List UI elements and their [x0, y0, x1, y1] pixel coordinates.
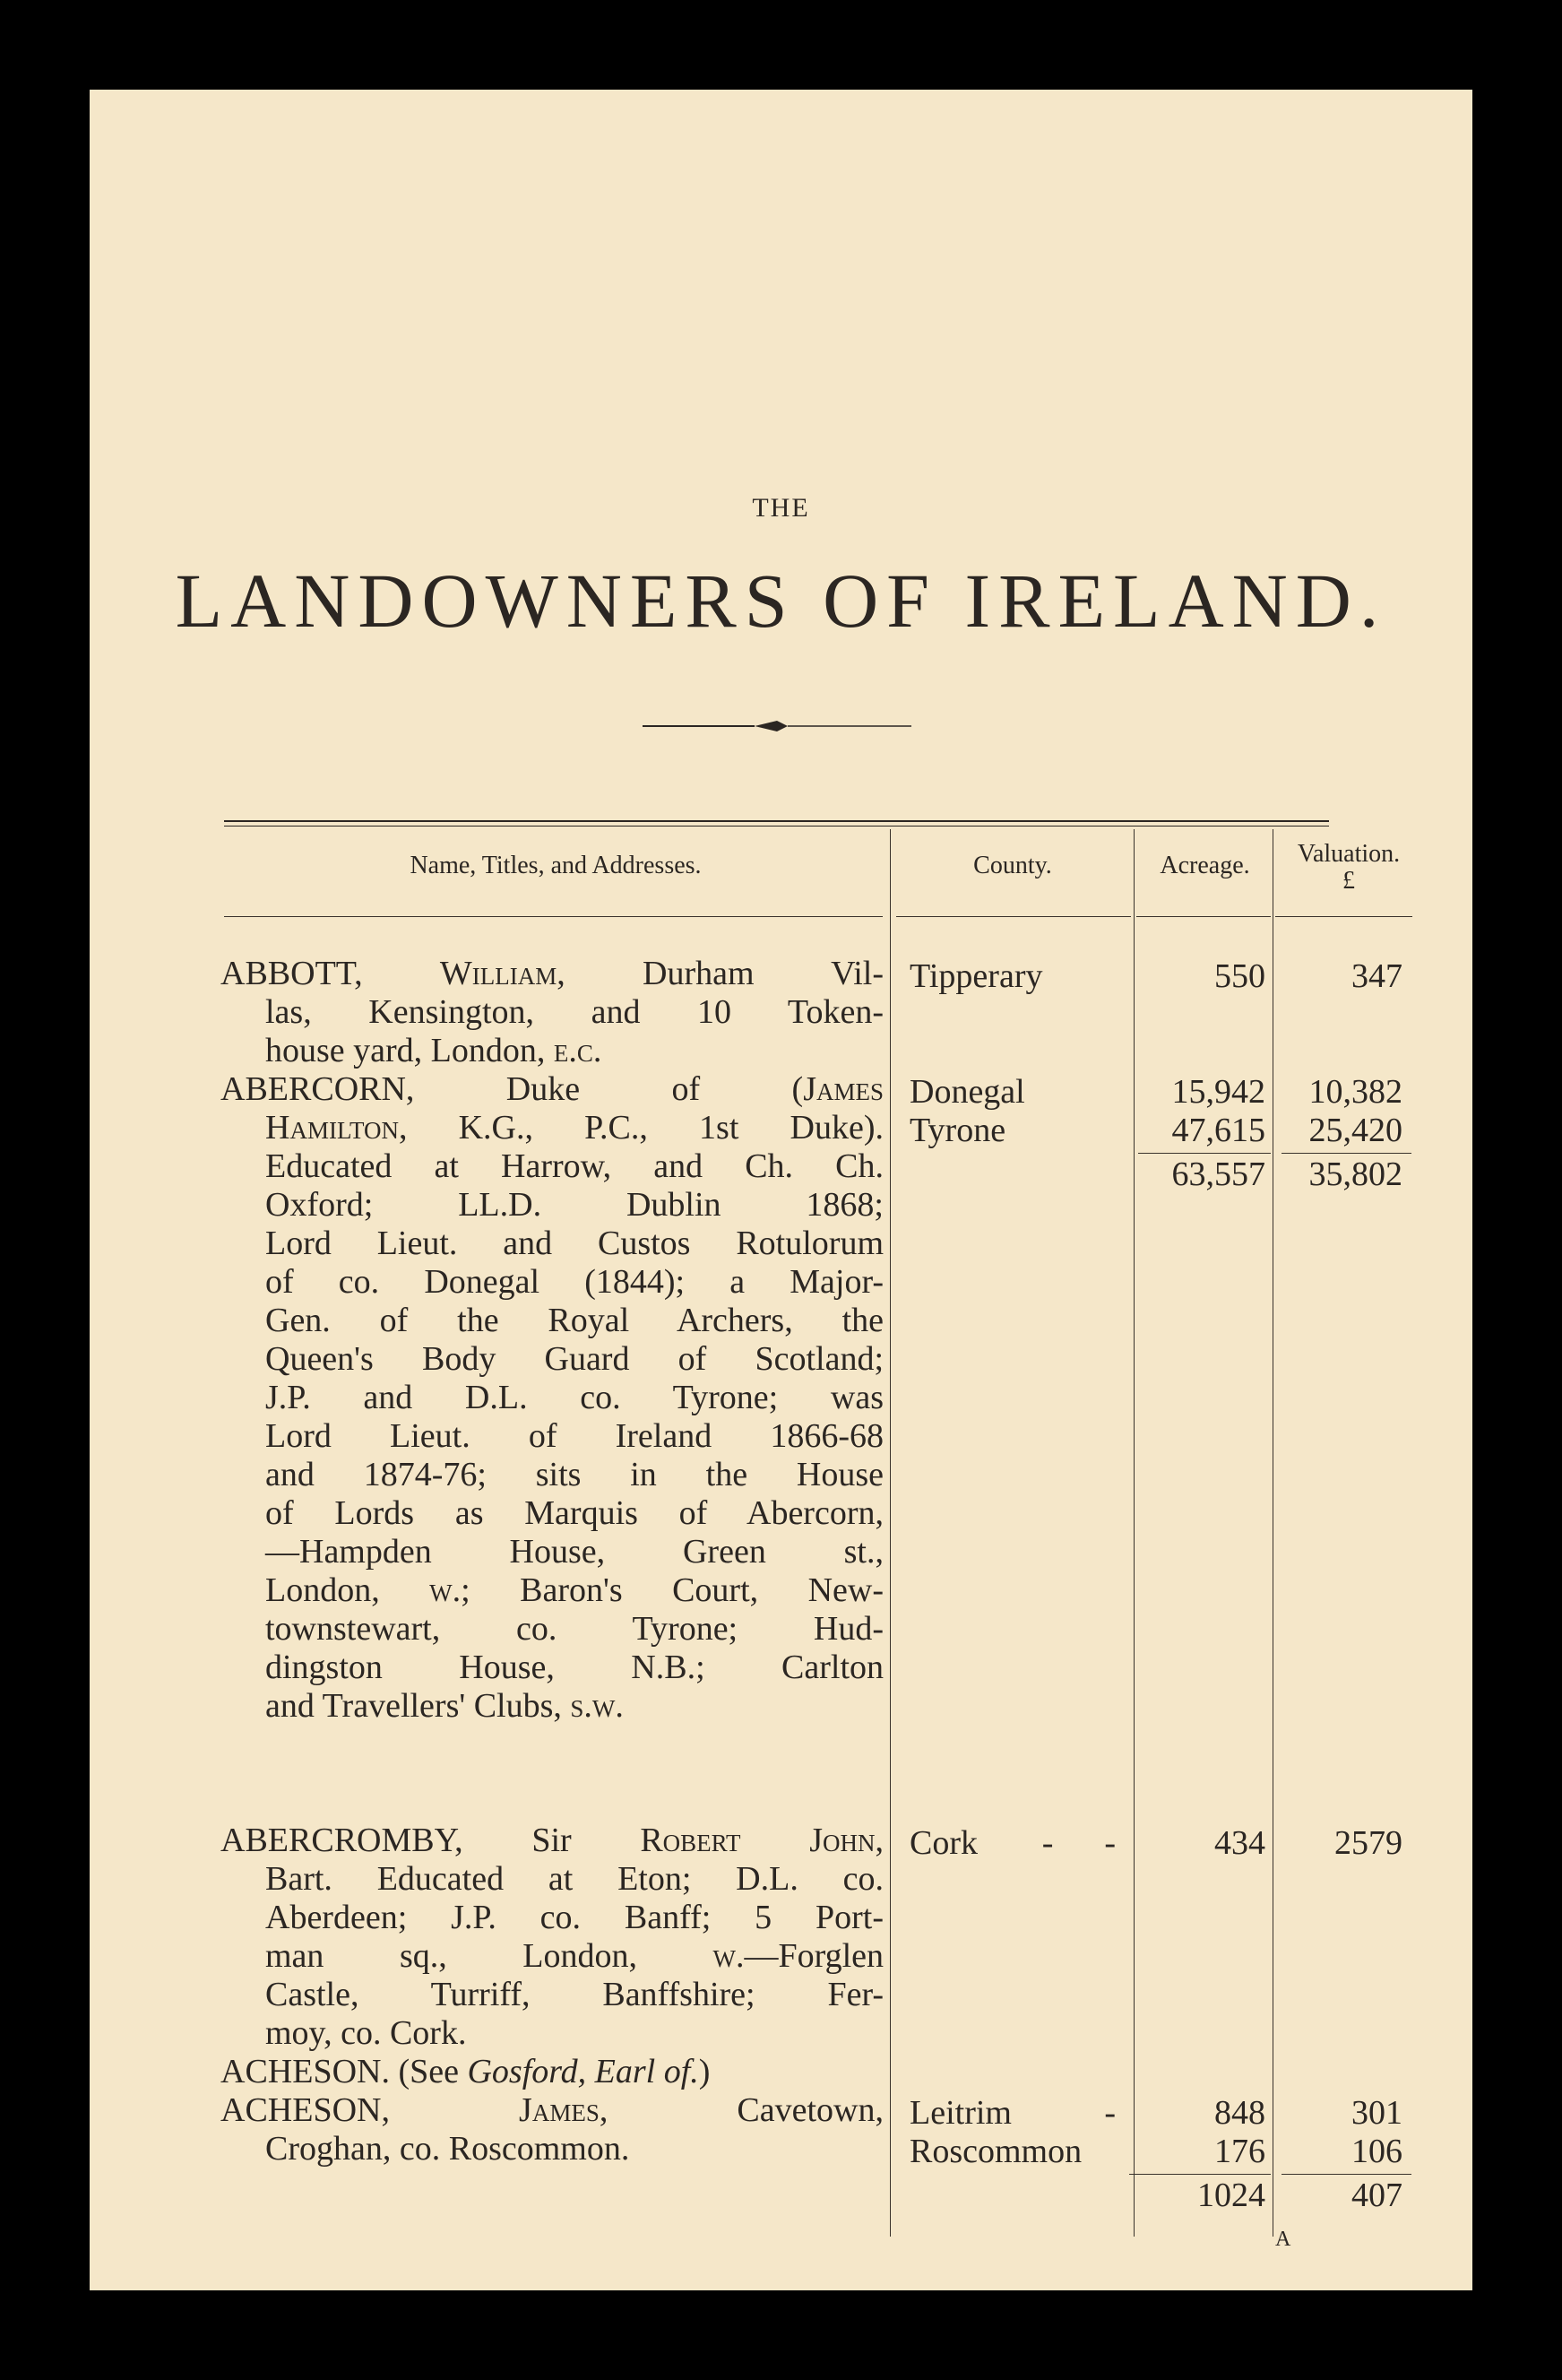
signature-mark: A — [1275, 2228, 1291, 2251]
valuation-cell: 347 — [1351, 957, 1402, 995]
table-top-rule — [224, 820, 1329, 827]
entry-line: and 1874-76; sits in the House — [265, 1456, 884, 1493]
acreage-total: 1024 — [1197, 2177, 1265, 2214]
acreage-cell: 434 — [1214, 1824, 1265, 1862]
county-cell: Donegal — [910, 1073, 1025, 1111]
entry-line: Queen's Body Guard of Scotland; — [265, 1340, 884, 1378]
entry-line: Castle, Turriff, Banffshire; Fer- — [265, 1976, 884, 2013]
entry-line: Gen. of the Royal Archers, the — [265, 1302, 884, 1339]
acreage-cell: 15,942 — [1171, 1073, 1265, 1111]
acreage-cell: 47,615 — [1171, 1112, 1265, 1149]
entry-line: and Travellers' Clubs, s.w. — [265, 1687, 624, 1725]
entry-line: ABBOTT, William, Durham Vil- — [220, 955, 884, 992]
entry-line: Bart. Educated at Eton; D.L. co. — [265, 1860, 884, 1898]
column-header-valuation — [1273, 841, 1425, 895]
column-header-county: County. — [973, 852, 1052, 879]
entry-line: Aberdeen; J.P. co. Banff; 5 Port- — [265, 1899, 884, 1936]
county-cell: Tyrone — [910, 1112, 1006, 1149]
entry-line: Educated at Harrow, and Ch. Ch. — [265, 1147, 884, 1185]
column-header-name: Name, Titles, and Addresses. — [410, 852, 702, 879]
entry-acheson-james — [220, 2091, 884, 2168]
county-name: Cork — [910, 1824, 978, 1862]
valuation-cell: 10,382 — [1308, 1073, 1402, 1111]
entry-line: townstewart, co. Tyrone; Hud- — [265, 1610, 884, 1648]
entry-line: man sq., London, w.—Forglen — [265, 1937, 884, 1975]
entry-acheson-reference — [220, 2053, 884, 2091]
entry-abbott — [220, 955, 884, 1070]
entry-line: J.P. and D.L. co. Tyrone; was — [265, 1379, 884, 1416]
valuation-cell: 2579 — [1334, 1824, 1402, 1862]
column-header-acreage: Acreage. — [1160, 852, 1250, 879]
column-divider-1 — [890, 829, 891, 2237]
county-cell: Tipperary — [910, 957, 1043, 995]
acreage-cell: 848 — [1214, 2094, 1265, 2132]
header-underline-acreage — [1136, 916, 1271, 917]
ornament-rule — [643, 717, 911, 735]
total-rule-valuation — [1282, 1153, 1411, 1154]
heading-the: THE — [752, 493, 810, 523]
valuation-total: 35,802 — [1308, 1155, 1402, 1193]
entry-line: of co. Donegal (1844); a Major- — [265, 1263, 884, 1301]
entry-line: Oxford; LL.D. Dublin 1868; — [265, 1186, 884, 1224]
county-name: Leitrim — [910, 2094, 1012, 2132]
header-underline-valuation — [1275, 916, 1412, 917]
acreage-cell: 550 — [1214, 957, 1265, 995]
page-title: LANDOWNERS OF IRELAND. — [175, 558, 1387, 644]
entry-line: ACHESON. (See Gosford, Earl of.) — [220, 2053, 711, 2090]
valuation-unit: £ — [1342, 867, 1355, 895]
entry-line: dingston House, N.B.; Carlton — [265, 1649, 884, 1686]
entry-line: ABERCROMBY, Sir Robert John, — [220, 1822, 884, 1859]
acreage-cell: 176 — [1214, 2133, 1265, 2170]
entry-abercorn — [220, 1070, 884, 1726]
valuation-cell: 106 — [1351, 2133, 1402, 2170]
header-underline-name — [224, 916, 883, 917]
valuation-cell: 25,420 — [1308, 1112, 1402, 1149]
entry-line: ABERCORN, Duke of (James — [220, 1070, 884, 1108]
county-dashes: - - — [1041, 1824, 1116, 1862]
total-rule-valuation — [1282, 2174, 1411, 2175]
total-rule-acreage — [1138, 1153, 1271, 1154]
entry-line: Hamilton, K.G., P.C., 1st Duke). — [265, 1109, 884, 1147]
valuation-cell: 301 — [1351, 2094, 1402, 2132]
entry-line: ACHESON, James, Cavetown, — [220, 2091, 884, 2129]
total-rule-acreage — [1129, 2174, 1271, 2175]
county-dash: - — [1104, 2094, 1116, 2132]
book-page — [90, 90, 1472, 2290]
header-underline-county — [896, 916, 1131, 917]
entry-line: Lord Lieut. and Custos Rotulorum — [265, 1225, 884, 1262]
entry-line: —Hampden House, Green st., — [265, 1533, 884, 1571]
entry-abercromby — [220, 1822, 884, 2053]
entry-line: of Lords as Marquis of Abercorn, — [265, 1494, 884, 1532]
entry-line: Croghan, co. Roscommon. — [265, 2130, 630, 2168]
valuation-total: 407 — [1351, 2177, 1402, 2214]
entry-line: house yard, London, e.c. — [265, 1032, 602, 1069]
entry-line: London, w.; Baron's Court, New- — [265, 1571, 884, 1609]
valuation-label: Valuation. — [1297, 840, 1401, 868]
county-cell — [910, 2094, 1116, 2133]
county-cell — [910, 1824, 1116, 1863]
county-cell: Roscommon — [910, 2133, 1083, 2170]
entry-line: las, Kensington, and 10 Token- — [265, 993, 884, 1031]
entry-line: moy, co. Cork. — [265, 2014, 467, 2052]
column-divider-2 — [1134, 829, 1135, 2237]
acreage-total: 63,557 — [1171, 1155, 1265, 1193]
entry-line: Lord Lieut. of Ireland 1866-68 — [265, 1417, 884, 1455]
